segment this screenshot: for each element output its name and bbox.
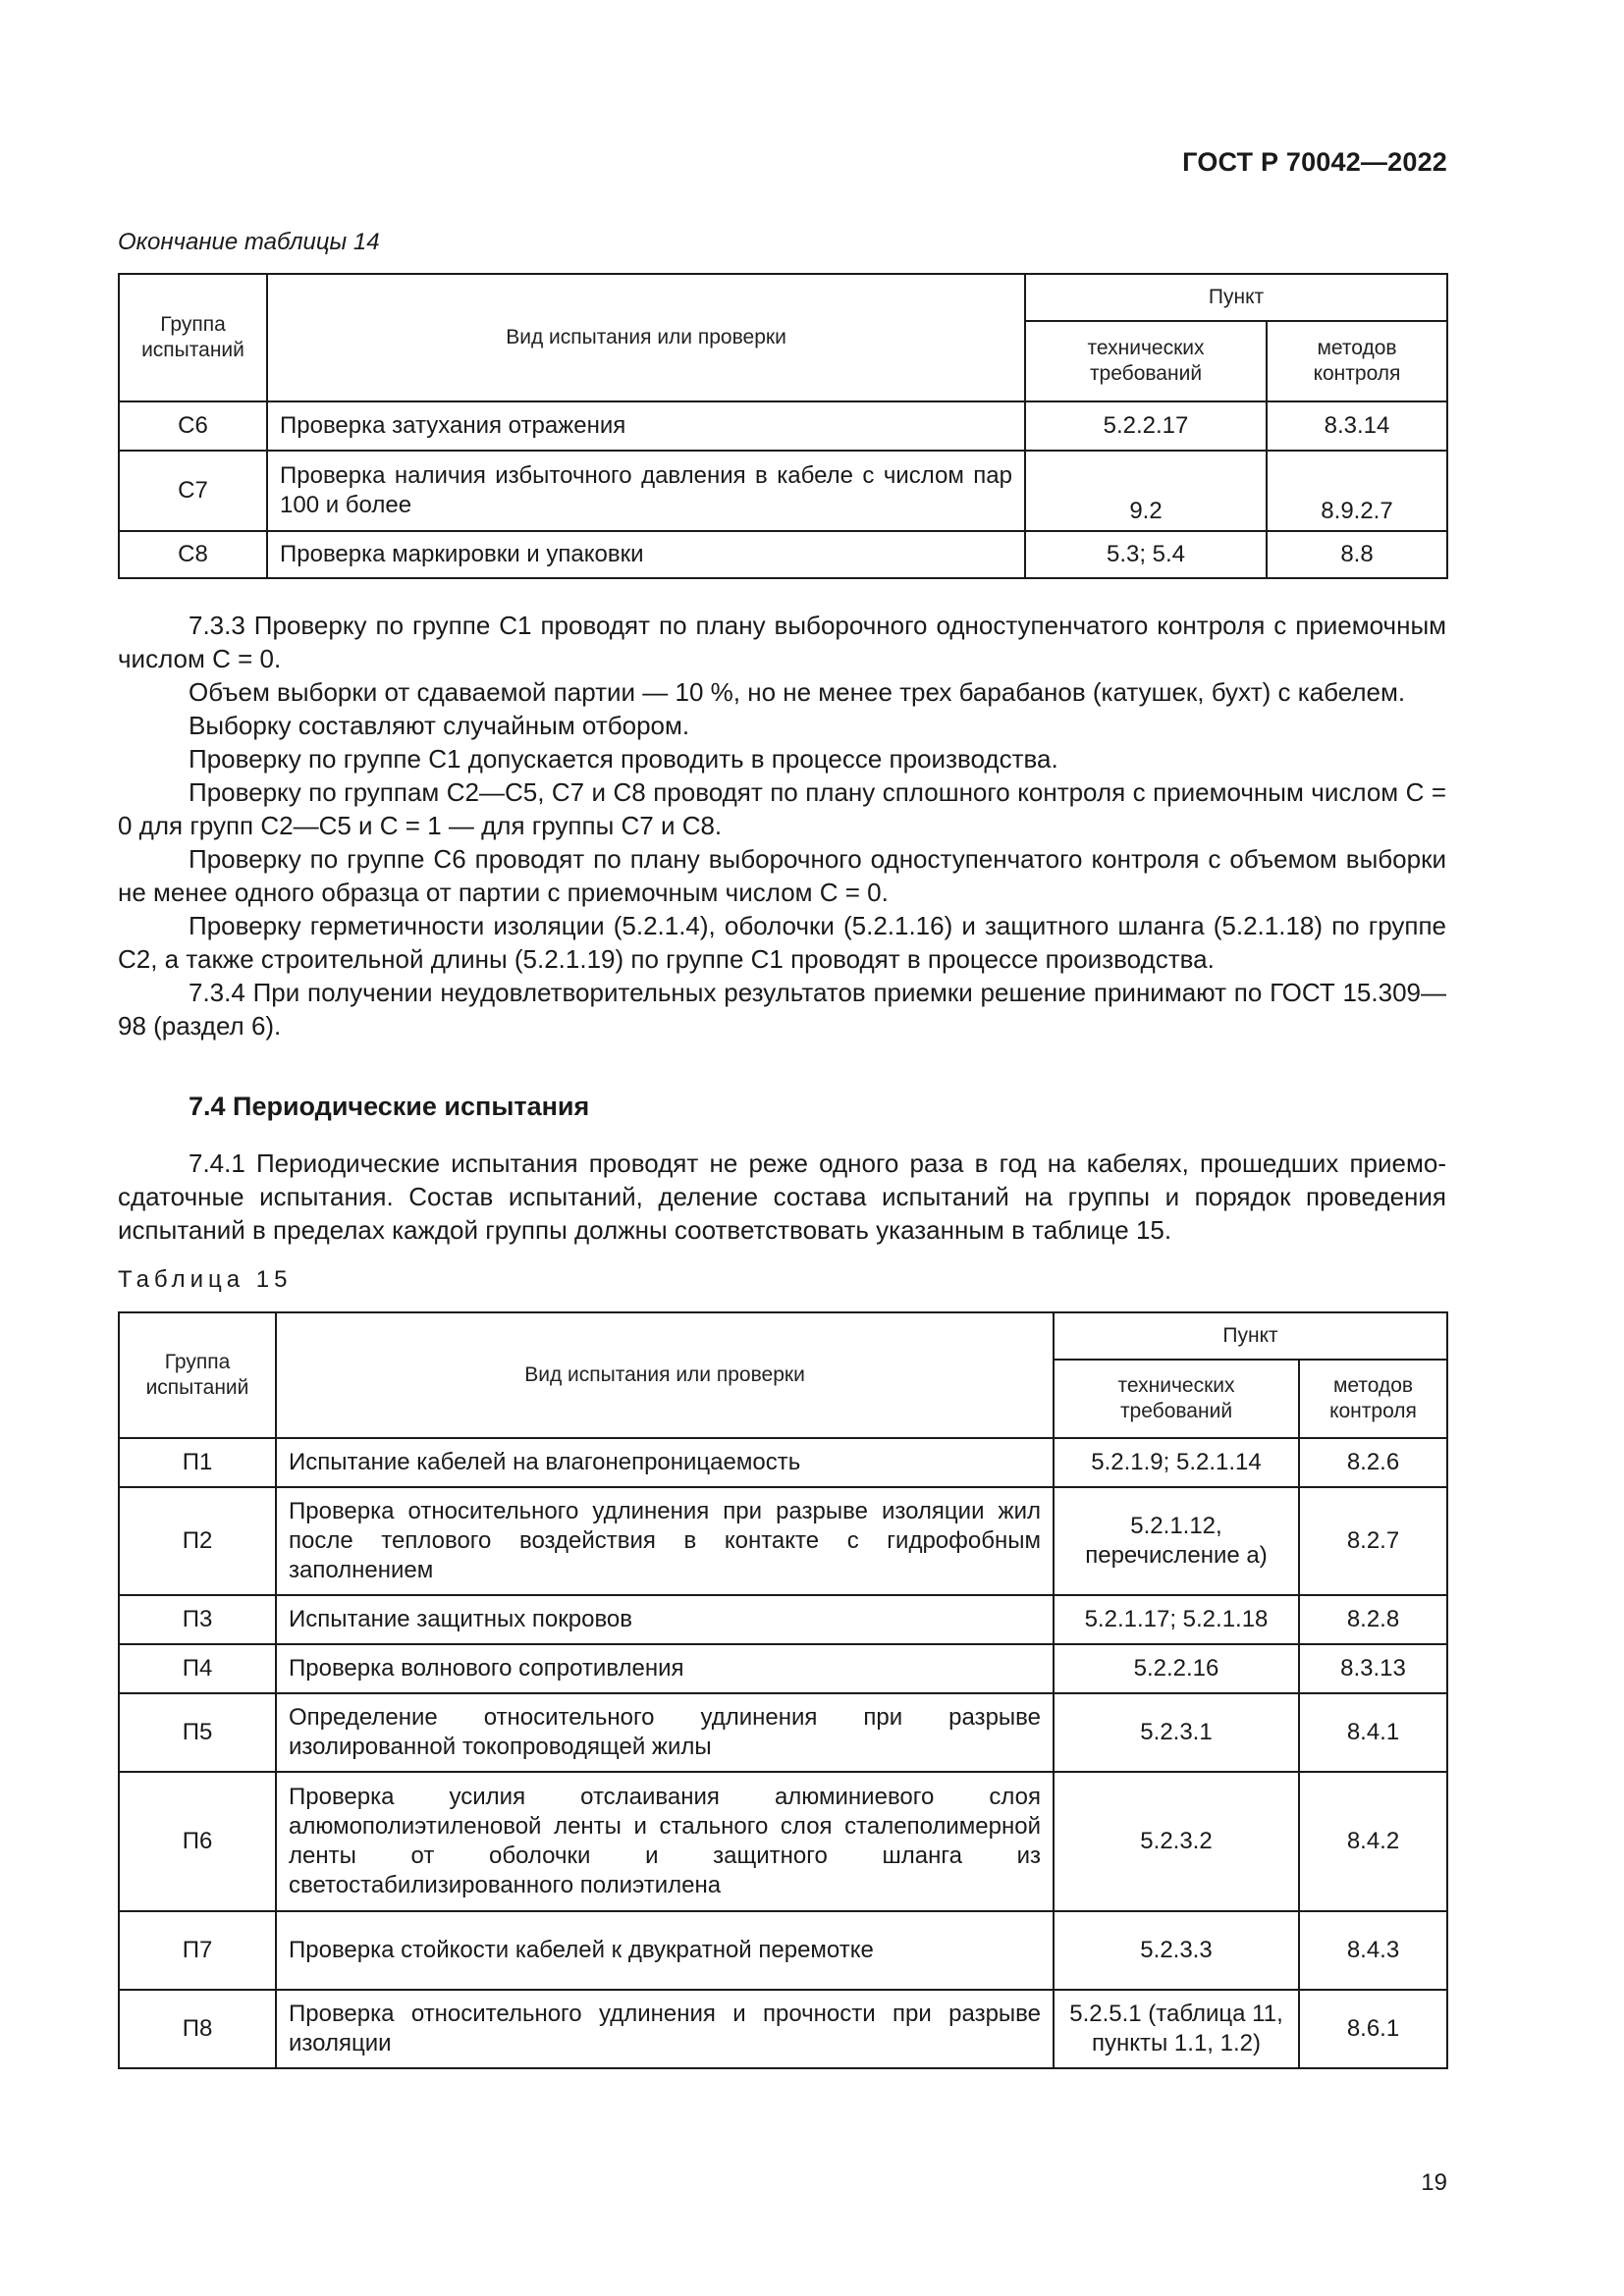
paragraph: Проверку по группе С1 допускается проводить в процессе производства. [189, 744, 1058, 774]
group-cell: С6 [119, 401, 267, 451]
paragraph: Проверку по группе С6 проводят по плану выборочного одноступенчатого контроля с объемом выборки не менее одного образца от партии с приемочным числом С = 0. [118, 844, 1446, 907]
table-14-caption: Окончание таблицы 14 [118, 229, 380, 255]
methods-cell: 8.4.2 [1299, 1772, 1447, 1911]
standard-code-header: ГОСТ Р 70042—2022 [1182, 147, 1447, 177]
table-row [119, 451, 1447, 531]
table-row [119, 1693, 1447, 1772]
col-group-header: Группа испытаний [119, 1312, 276, 1438]
table-row [119, 1772, 1447, 1911]
test-cell: Проверка относительного удлинения при разрыве изоляции жил после теплового воздействия в контакте с гидрофобным заполнением [276, 1487, 1054, 1595]
col-methods-header: методов контроля [1267, 321, 1447, 401]
methods-cell: 8.3.13 [1299, 1644, 1447, 1693]
methods-cell: 8.2.7 [1299, 1487, 1447, 1595]
tech-cell: 5.2.2.17 [1025, 401, 1267, 451]
tech-cell: 5.2.1.9; 5.2.1.14 [1054, 1438, 1299, 1487]
group-cell: П4 [119, 1644, 276, 1693]
table-row [119, 1911, 1447, 1990]
table-row [119, 1990, 1447, 2068]
table-14 [118, 273, 1448, 579]
paragraph: Объем выборки от сдаваемой партии — 10 %, но не менее трех барабанов (катушек, бухт) с кабелем. [189, 677, 1406, 707]
group-cell: П5 [119, 1693, 276, 1772]
test-cell: Определение относительного удлинения при разрыве изолированной токопроводящей жилы [276, 1693, 1054, 1772]
col-test-header: Вид испытания или проверки [267, 274, 1025, 401]
tech-cell: 5.2.3.2 [1054, 1772, 1299, 1911]
col-clause-header: Пункт [1054, 1312, 1447, 1360]
test-cell: Проверка затухания отражения [267, 401, 1025, 451]
test-cell: Проверка относительного удлинения и прочности при разрыве изоляции [276, 1990, 1054, 2068]
paragraph: 7.3.3 Проверку по группе С1 проводят по плану выборочного одноступенчатого контроля с приемочным числом С = 0. [118, 611, 1446, 673]
methods-cell: 8.4.1 [1299, 1693, 1447, 1772]
section-7-4-1-text [118, 1147, 1446, 1247]
test-cell: Проверка наличия избыточного давления в кабеле с числом пар 100 и более [267, 451, 1025, 531]
methods-cell: 8.2.6 [1299, 1438, 1447, 1487]
paragraph: 7.4.1 Периодические испытания проводят не реже одного раза в год на кабелях, прошедших приемо-сдаточные испытания. Состав испытаний, деление состава испытаний на группы и порядок проведения испытаний в пределах каждой группы должны соответствовать указанным в таблице 15. [118, 1148, 1446, 1245]
col-tech-header: технических требований [1025, 321, 1267, 401]
tech-cell: 5.2.1.17; 5.2.1.18 [1054, 1595, 1299, 1644]
table-row [119, 401, 1447, 451]
paragraph: Проверку по группам С2—С5, С7 и С8 проводят по плану сплошного контроля с приемочным числом С = 0 для групп С2—С5 и С = 1 — для группы С7 и С8. [118, 777, 1446, 840]
methods-cell: 8.3.14 [1267, 401, 1447, 451]
table-15 [118, 1311, 1448, 2069]
test-cell: Испытание кабелей на влагонепроницаемость [276, 1438, 1054, 1487]
tech-cell: 5.2.3.3 [1054, 1911, 1299, 1990]
col-test-header: Вид испытания или проверки [276, 1312, 1054, 1438]
table-row [119, 1487, 1447, 1595]
table-row [119, 1595, 1447, 1644]
tech-cell: 5.2.1.12, перечисление а) [1054, 1487, 1299, 1595]
group-cell: С7 [119, 451, 267, 531]
paragraph: Выборку составляют случайным отбором. [189, 711, 690, 740]
group-cell: П3 [119, 1595, 276, 1644]
col-clause-header: Пункт [1025, 274, 1447, 321]
methods-cell: 8.9.2.7 [1267, 451, 1447, 531]
test-cell: Проверка маркировки и упаковки [267, 531, 1025, 578]
table-15-caption: Таблица 15 [118, 1266, 293, 1293]
test-cell: Испытание защитных покровов [276, 1595, 1054, 1644]
methods-cell: 8.6.1 [1299, 1990, 1447, 2068]
methods-cell: 8.4.3 [1299, 1911, 1447, 1990]
section-7-3-3-text [118, 609, 1446, 1042]
table-row [119, 1438, 1447, 1487]
table-row [119, 531, 1447, 578]
tech-cell: 5.3; 5.4 [1025, 531, 1267, 578]
col-tech-header: технических требований [1054, 1360, 1299, 1438]
paragraph: Проверку герметичности изоляции (5.2.1.4), оболочки (5.2.1.16) и защитного шланга (5.2.1.18) по группе С2, а также строительной длины (5.2.1.19) по группе С1 проводят в процессе производства. [118, 911, 1446, 974]
group-cell: П1 [119, 1438, 276, 1487]
page-number: 19 [1421, 2169, 1447, 2196]
test-cell: Проверка усилия отслаивания алюминиевого слоя алюмополиэтиленовой ленты и стального слоя сталеполимерной ленты от оболочки и защитного шланга из светостабилизированного полиэтилена [276, 1772, 1054, 1911]
col-group-header: Группа испытаний [119, 274, 267, 401]
col-methods-header: методов контроля [1299, 1360, 1447, 1438]
section-7-4-heading: 7.4 Периодические испытания [189, 1092, 590, 1121]
group-cell: П2 [119, 1487, 276, 1595]
tech-cell: 5.2.3.1 [1054, 1693, 1299, 1772]
paragraph: 7.3.4 При получении неудовлетворительных результатов приемки решение принимают по ГОСТ 15.309—98 (раздел 6). [118, 978, 1446, 1041]
group-cell: С8 [119, 531, 267, 578]
tech-cell: 9.2 [1025, 451, 1267, 531]
tech-cell: 5.2.2.16 [1054, 1644, 1299, 1693]
group-cell: П6 [119, 1772, 276, 1911]
table-row [119, 1644, 1447, 1693]
group-cell: П8 [119, 1990, 276, 2068]
test-cell: Проверка волнового сопротивления [276, 1644, 1054, 1693]
tech-cell: 5.2.5.1 (таблица 11, пункты 1.1, 1.2) [1054, 1990, 1299, 2068]
methods-cell: 8.2.8 [1299, 1595, 1447, 1644]
test-cell: Проверка стойкости кабелей к двукратной перемотке [276, 1911, 1054, 1990]
group-cell: П7 [119, 1911, 276, 1990]
methods-cell: 8.8 [1267, 531, 1447, 578]
